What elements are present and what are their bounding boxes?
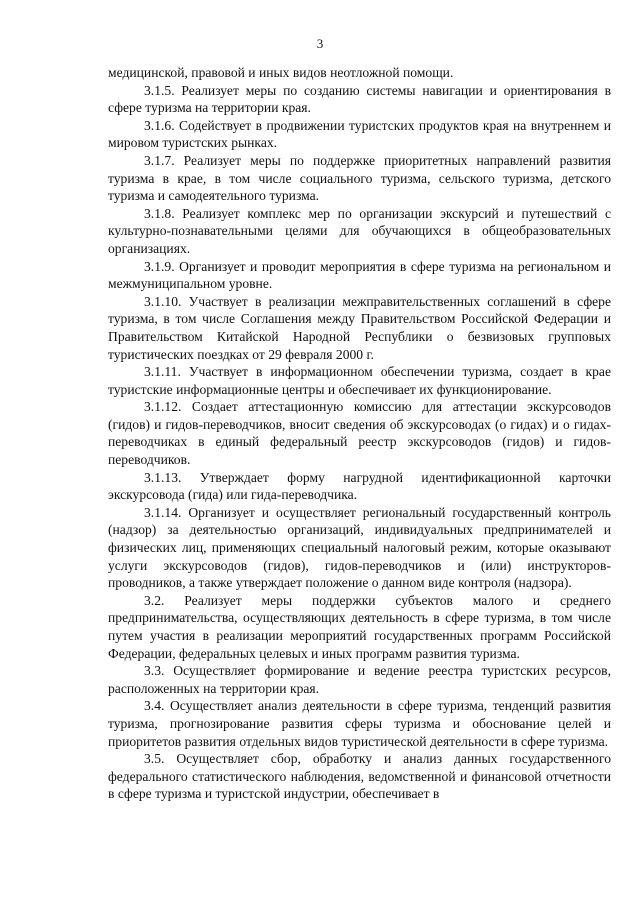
paragraph-3-4: 3.4. Осуществляет анализ деятельности в сфере туризма, тенденций развития туризма, прогнозирование развития сферы туризма и обоснование целей и приоритетов развития отдельных видов туристической деятельности в сфере туризма. xyxy=(108,698,611,749)
paragraph-3-1-13: 3.1.13. Утверждает форму нагрудной идентификационной карточки экскурсовода (гида) или гида-переводчика. xyxy=(108,469,611,503)
paragraph-3-1-14: 3.1.14. Организует и осуществляет региональный государственный контроль (надзор) за деятельностью организаций, индивидуальных предпринимателей и физических лиц, применяющих специальный налоговый режим, которые оказывают услуги экскурсоводов (гидов), гидов-переводчиков и (или) инструкторов-проводников, а также утверждает положение о данном виде контроля (надзора). xyxy=(108,504,611,591)
paragraph-3-1-10: 3.1.10. Участвует в реализации межправительственных соглашений в сфере туризма, в том числе Соглашения между Правительством Российской Федерации и Правительством Китайской Народной Республики о безвизовых групповых туристических поездках от 29 февраля 2000 г. xyxy=(108,293,611,362)
document-body xyxy=(108,64,611,803)
paragraph-3-5: 3.5. Осуществляет сбор, обработку и анализ данных государственного федерального статистического наблюдения, ведомственной и финансовой отчетности в сфере туризма и туристской индустрии, обеспечивает в xyxy=(108,751,611,802)
paragraph-3-3: 3.3. Осуществляет формирование и ведение реестра туристских ресурсов, расположенных на территории края. xyxy=(108,663,611,696)
paragraph-continuation: медицинской, правовой и иных видов неотложной помощи. xyxy=(108,65,454,80)
paragraph-3-1-6: 3.1.6. Содействует в продвижении туристских продуктов края на внутреннем и мировом туристских рынках. xyxy=(108,117,611,151)
paragraph-3-1-7: 3.1.7. Реализует меры по поддержке приоритетных направлений развития туризма в крае, в том числе социального туризма, сельского туризма, детского туризма и самодеятельного туризма. xyxy=(108,152,611,204)
paragraph-3-2: 3.2. Реализует меры поддержки субъектов малого и среднего предпринимательства, осуществляющих деятельность в сфере туризма, в том числе путем участия в реализации мероприятий государственных программ Российской Федерации, федеральных целевых и иных программ развития туризма. xyxy=(108,592,611,661)
page-number: 3 xyxy=(316,36,324,51)
paragraph-3-1-8: 3.1.8. Реализует комплекс мер по организации экскурсий и путешествий с культурно-познавательными целями для обучающихся в общеобразовательных организациях. xyxy=(108,205,611,256)
paragraph-3-1-11: 3.1.11. Участвует в информационном обеспечении туризма, создает в крае туристские информационные центры и обеспечивает их функционирование. xyxy=(108,364,611,397)
paragraph-3-1-9: 3.1.9. Организует и проводит мероприятия в сфере туризма на региональном и межмуниципальном уровне. xyxy=(108,258,611,292)
paragraph-3-1-5: 3.1.5. Реализует меры по созданию системы навигации и ориентирования в сфере туризма на территории края. xyxy=(108,82,611,116)
paragraph-3-1-12: 3.1.12. Создает аттестационную комиссию для аттестации экскурсоводов (гидов) и гидов-переводчиков, вносит сведения об экскурсоводах (о гидах) и о гидах-переводчиках в единый федеральный реестр экскурсоводов (гидов) и гидов-переводчиков. xyxy=(108,399,611,468)
